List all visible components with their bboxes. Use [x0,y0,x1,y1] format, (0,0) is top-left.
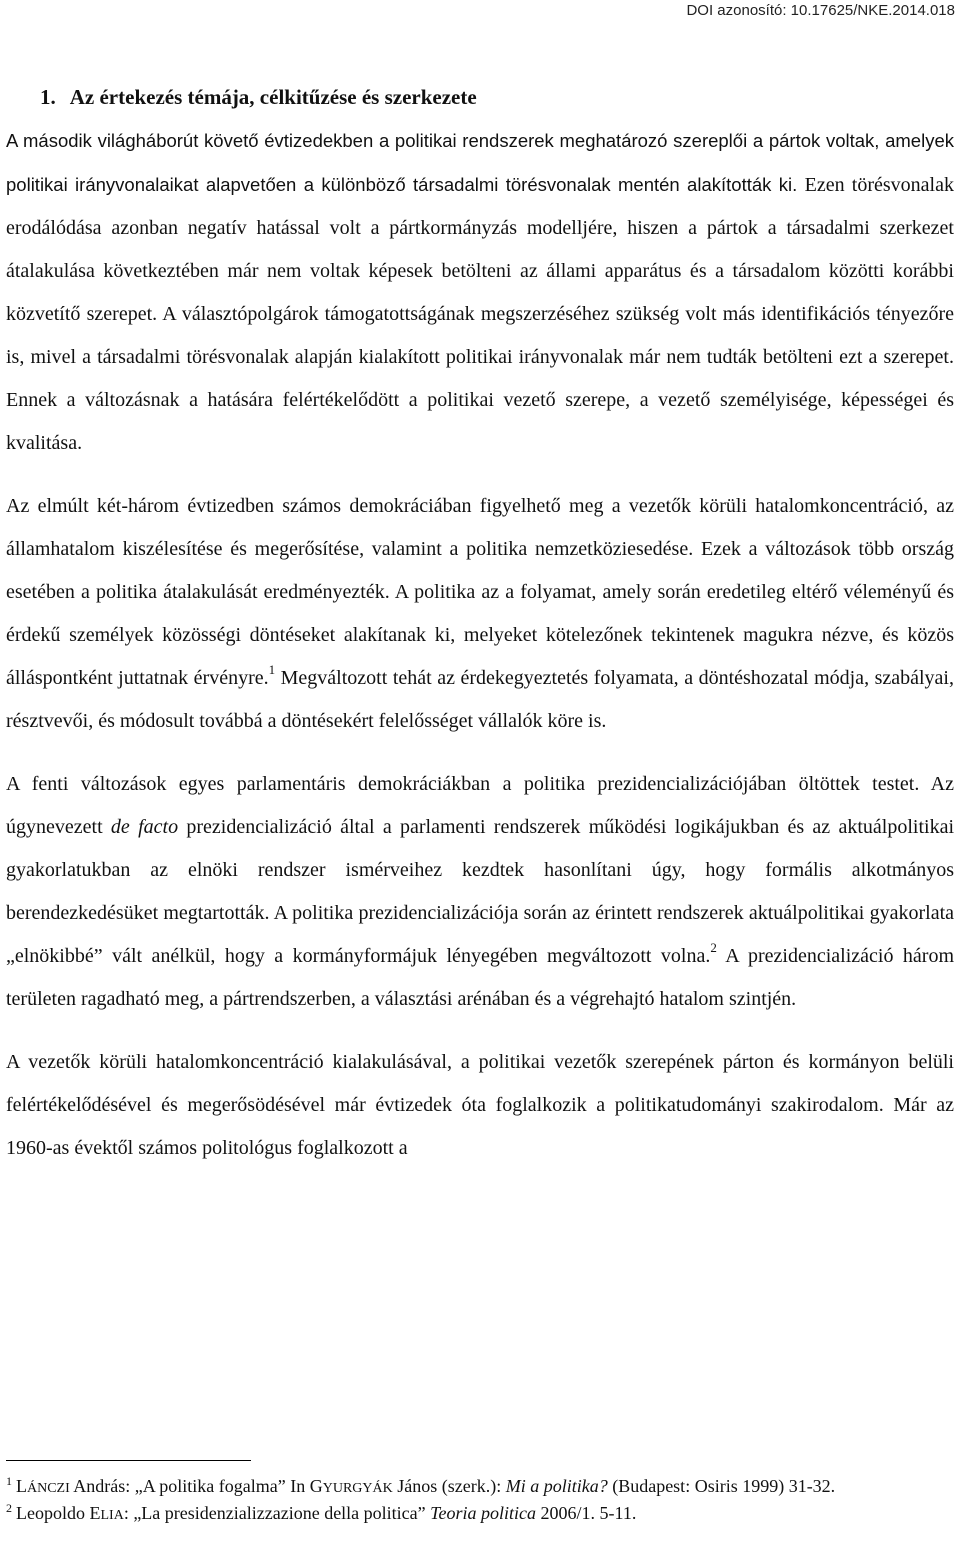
paragraph-4: A vezetők körüli hatalomkoncentráció kialakulásával, a politikai vezetők szerepének párton és kormányon belüli felértékelődésével és megerősödésével már évtizedek óta foglalkozik a politikatudományi szakirodalom. Már az 1960-as évektől számos politológus foglalkozott a [6,1051,954,1159]
paragraph-1-part-a: A második világháborút követő évtizedekben a politikai rendszerek meghatározó szereplői a pártok voltak, amelyek politikai irányvonalaikat alapvetően a különböző társadalmi törésvonalak mentén alakították ki. [6,130,954,195]
footnote-2-part-c: 2006/1. 5-11. [536,1503,637,1523]
doi-identifier: DOI azonosító: 10.17625/NKE.2014.018 [686,2,955,19]
footnote-2-italic: Teoria politica [430,1503,537,1523]
footnote-separator [6,1460,251,1461]
section-title: Az értekezés témája, célkitűzése és szerkezete [69,85,477,109]
paragraph-3 [6,763,954,1021]
paragraph-2-part-a: Az elmúlt két-három évtizedben számos demokráciában figyelhető meg a vezetők körüli hatalomkoncentráció, az államhatalom kiszélesítése és megerősítése, valamint a politika nemzetköziesedése. Ezek a változások több ország esetében a politika átalakulását eredményezték. A politika az a folyamat, amely során eredetileg eltérő véleményű és érdekű személyek közösségi döntéseket alakítanak ki, melyeket kötelezőnek tekintenek magukra nézve, és közös álláspontként juttatnak érvényre. [6,495,954,689]
footnote-ref-2[interactable]: 2 [710,940,717,956]
footnote-1-part-a: L [16,1476,27,1496]
footnote-1 [6,1475,954,1500]
section-number: 1. [40,85,56,109]
footnote-1-smallcaps-2: YURGYÁK [322,1481,393,1496]
paragraph-1-part-b: Ezen törésvonalak erodálódása azonban negatív hatással volt a pártkormányzás modelljére, hiszen a pártok a társadalmi szerkezet átalakulása következtében már nem voltak képesek betölteni az állami apparátus és a társadalom közötti korábbi közvetítő szerepet. [6,174,954,325]
paragraph-1 [6,119,954,465]
paragraph-3-part-c: A prezidencializáció három területen ragadható meg, a pártrendszerben, a választási arénában és a végrehajtó hatalom szintjén. [6,945,955,1010]
paragraph-2 [6,485,954,743]
paragraph-3-part-b: prezidencializáció által a parlamenti rendszerek működési logikájukban és az aktuálpolitikai gyakorlatukban az elnöki rendszer ismérveihez kezdtek hasonlítani úgy, hogy formális alkotmányos berendezkedésüket megtartották. A politika prezidencializációja során az érintett rendszerek aktuálpolitikai gyakorlata „elnökibbé” vált anélkül, hogy a kormányformájuk lényegében megváltozott volna. [6,816,954,967]
footnotes [6,1460,954,1529]
paragraph-3-part-a: A fenti változások egyes parlamentáris demokráciákban a politika prezidencializációjában öltöttek testet. Az úgynevezett [6,773,954,838]
footnote-1-smallcaps-1: ÁNCZI [27,1481,70,1496]
footnote-1-part-b: András: „A politika fogalma” In G [69,1476,323,1496]
footnote-2-part-a: Leopoldo E [16,1503,101,1523]
footnote-1-number: 1 [6,1474,12,1488]
footnote-2 [6,1502,954,1527]
footnote-1-part-c: János (szerk.): [392,1476,506,1496]
main-text [6,76,954,1190]
paragraph-3-italic: de facto [110,816,179,838]
footnote-ref-1[interactable]: 1 [268,662,276,678]
footnote-2-smallcaps: LIA [100,1508,124,1523]
section-heading [40,76,954,119]
footnote-1-italic: Mi a politika? [505,1476,608,1496]
footnote-2-part-b: : „La presidenzializzazione della politica” [123,1503,431,1523]
paragraph-1-part-c: A választópolgárok támogatottságának megszerzéséhez szükség volt más identifikációs tényezőre is, mivel a társadalmi törésvonalak alapján kialakított politikai irányvonalak már nem tudták betölteni ezt a szerepet. Ennek a változásnak a hatására felértékelődött a politikai vezető szerepe, a vezető személyisége, képességei és kvalitása. [6,303,954,454]
footnote-1-part-d: (Budapest: Osiris 1999) 31-32. [607,1476,836,1496]
paragraph-2-part-b: Megváltozott tehát az érdekegyeztetés folyamata, a döntéshozatal módja, szabályai, résztvevői, és módosult továbbá a döntésekért felelősséget vállalók köre is. [6,667,954,732]
footnote-2-number: 2 [6,1501,12,1515]
